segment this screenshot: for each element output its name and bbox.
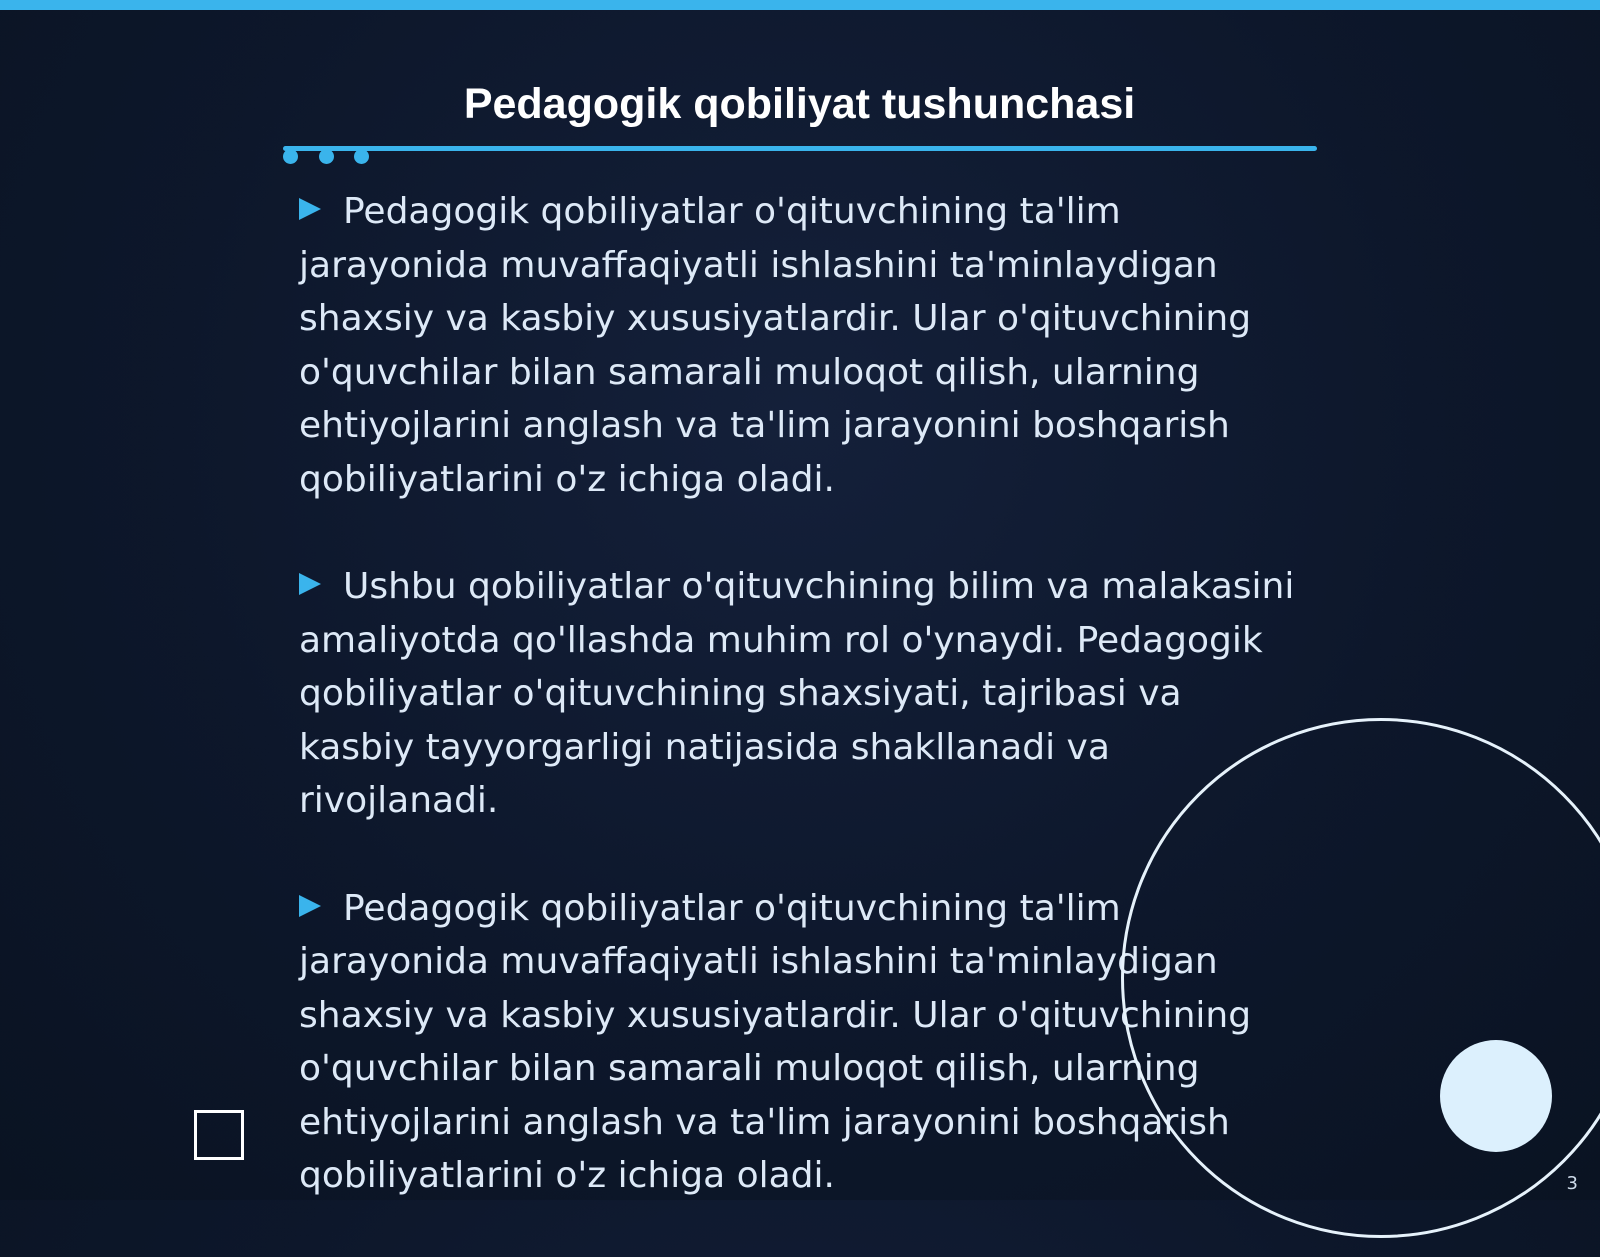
- top-accent-bar: [0, 0, 1600, 10]
- decor-circle-filled: [1440, 1040, 1552, 1152]
- decor-dot: [319, 149, 334, 164]
- bullet-text: Pedagogik qobiliyatlar o'qituvchining ta'lim jarayonida muvaffaqiyatli ishlashini ta'minlaydigan shaxsiy va kasbiy xususiyatlardir. Ular o'qituvchining o'quvchilar bilan samarali muloqot qilish, ularning ehtiyojlarini anglash va ta'lim jarayonini boshqarish qobiliyatlarini o'z ichiga oladi.: [299, 887, 1252, 1196]
- triangle-bullet-icon: [299, 895, 321, 917]
- page-number: 3: [1566, 1173, 1578, 1194]
- decor-square-outline: [194, 1110, 244, 1160]
- slide-title: Pedagogik qobiliyat tushunchasi: [463, 80, 1136, 128]
- triangle-bullet-icon: [299, 573, 321, 595]
- title-underline: [283, 146, 1317, 151]
- bullet-text: Ushbu qobiliyatlar o'qituvchining bilim va malakasini amaliyotda qo'llashda muhim rol o'ynaydi. Pedagogik qobiliyatlar o'qituvchining shaxsiyati, tajribasi va kasbiy tayyorgarligi natijasida shakllanadi va rivojlanadi.: [299, 566, 1295, 821]
- decor-dot: [354, 149, 369, 164]
- triangle-bullet-icon: [299, 198, 321, 220]
- decor-dot: [283, 149, 298, 164]
- bullet-text: Pedagogik qobiliyatlar o'qituvchining ta'lim jarayonida muvaffaqiyatli ishlashini ta'minlaydigan shaxsiy va kasbiy xususiyatlardir. Ular o'qituvchining o'quvchilar bilan samarali muloqot qilish, ularning ehtiyojlarini anglash va ta'lim jarayonini boshqarish qobiliyatlarini o'z ichiga oladi.: [299, 191, 1252, 500]
- bullet-item: [299, 185, 1299, 506]
- bullet-item: [299, 560, 1299, 828]
